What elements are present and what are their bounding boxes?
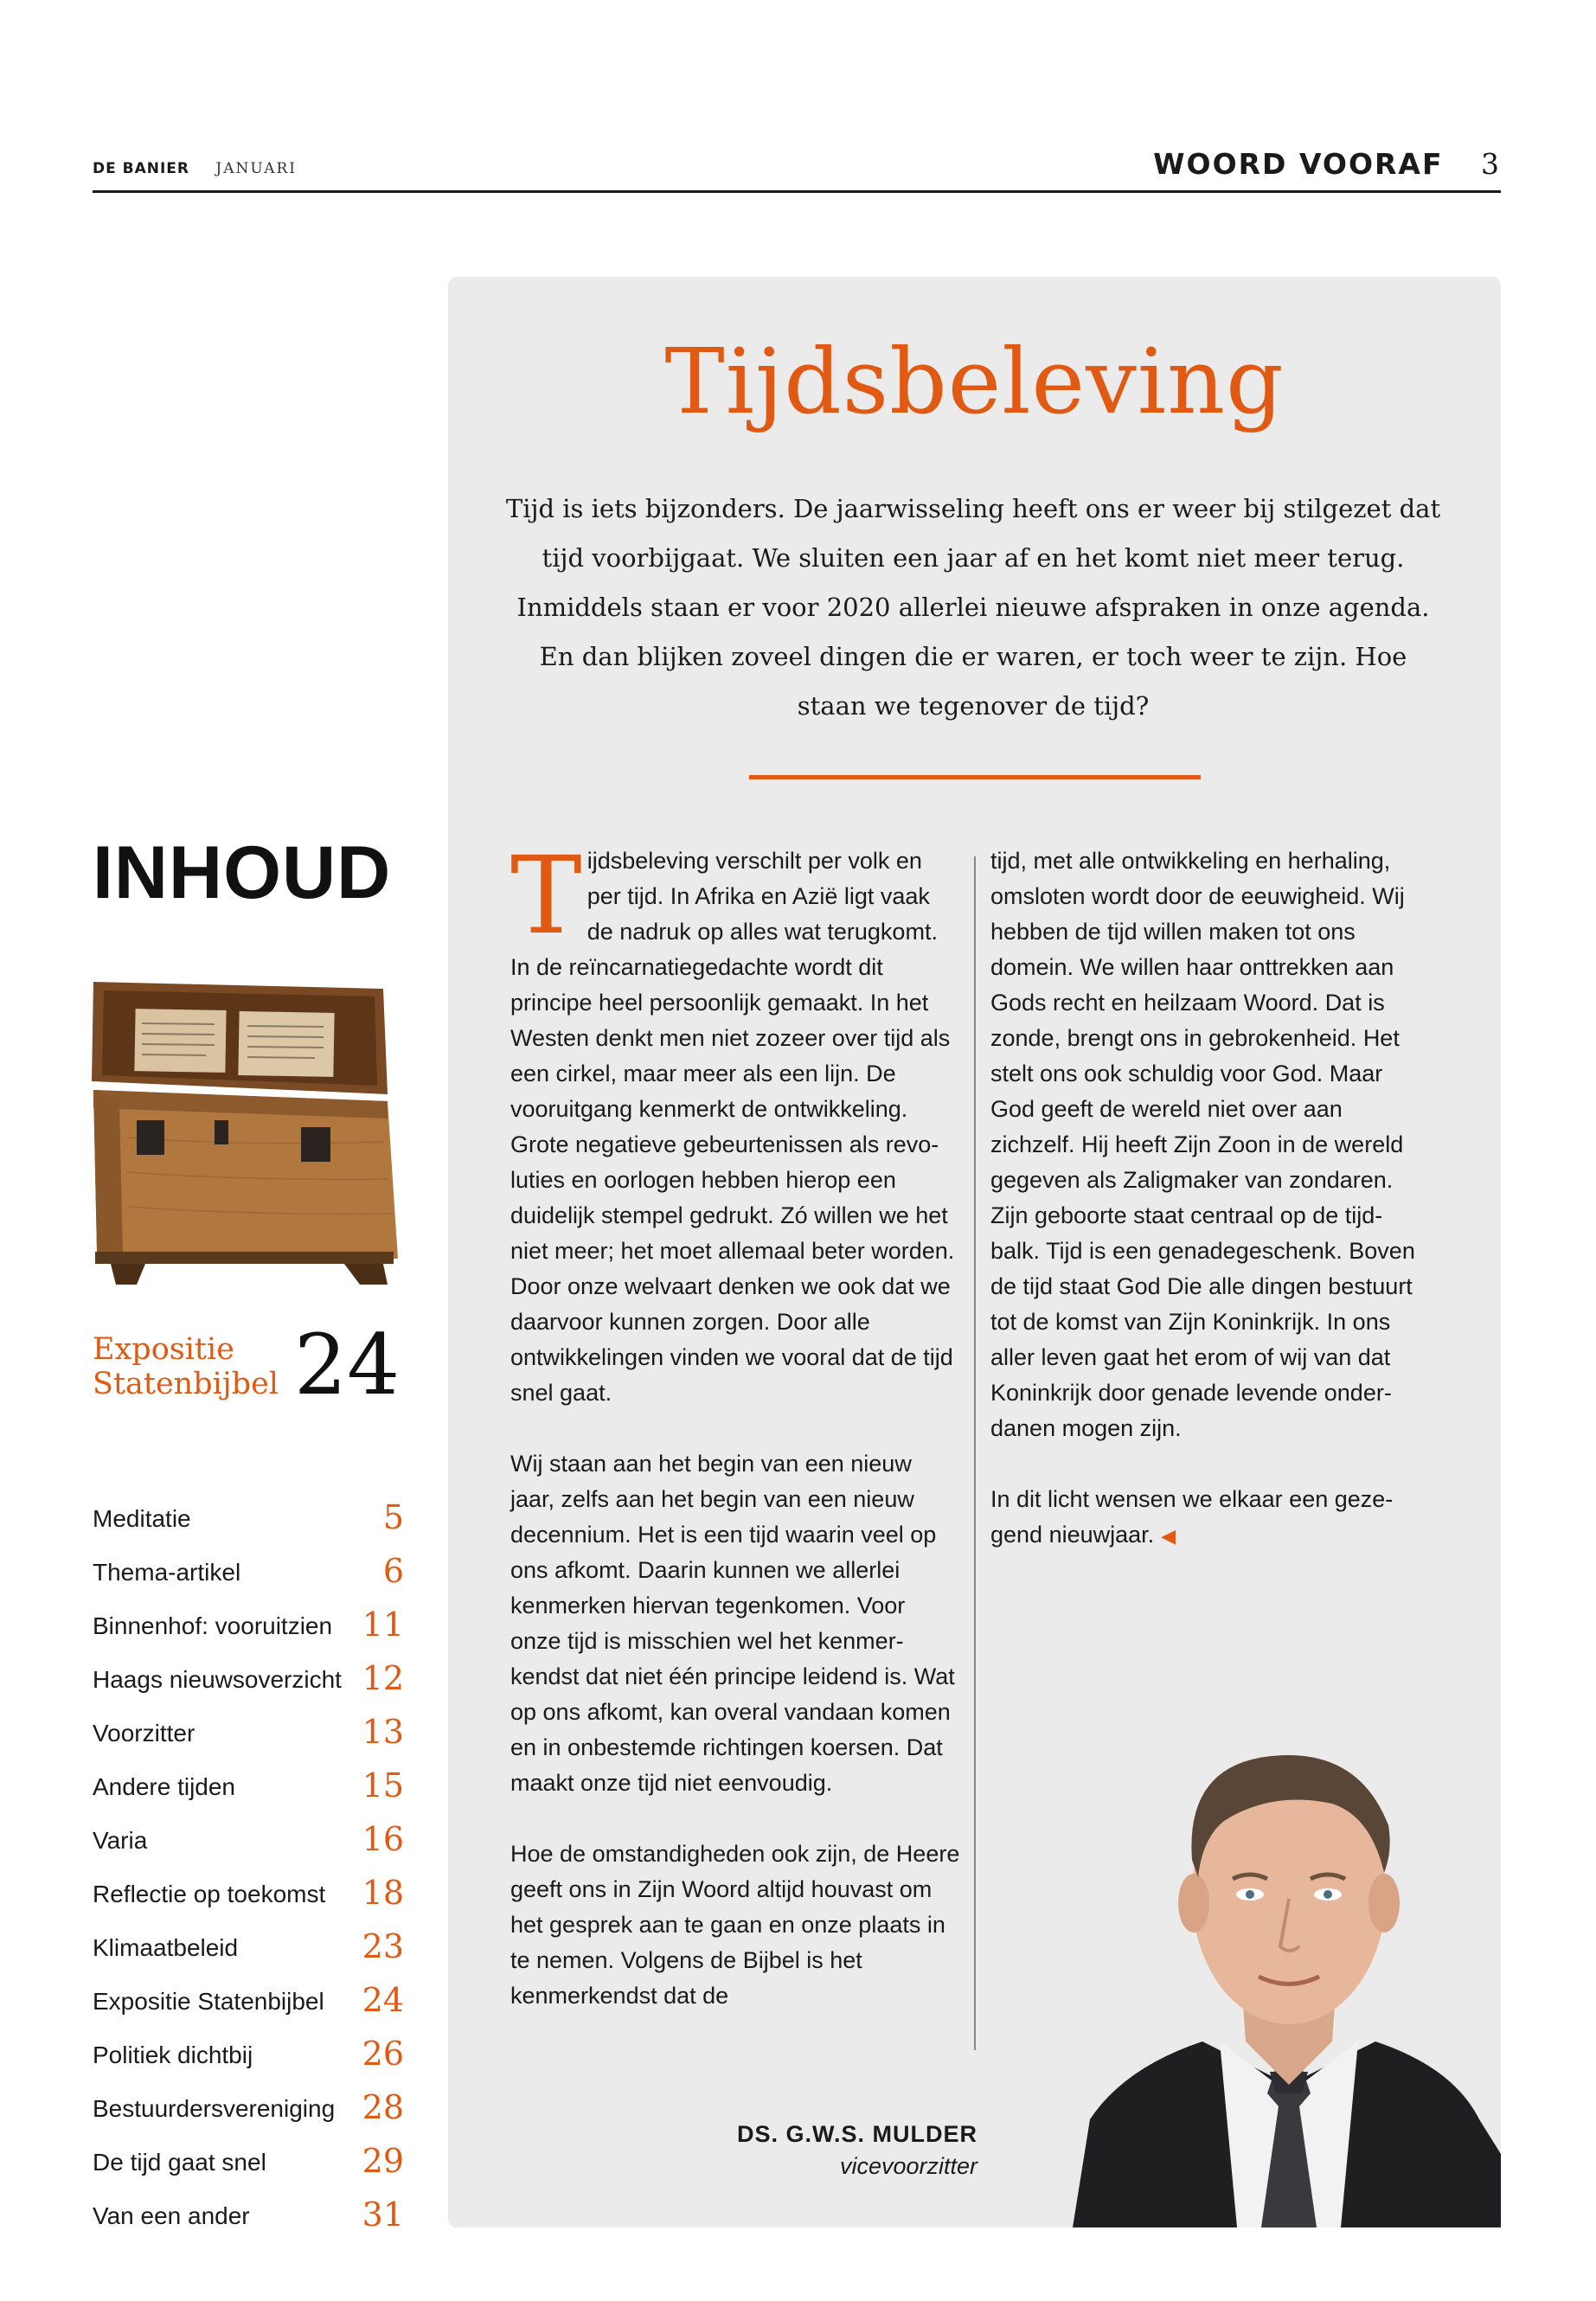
author-block: [666, 2121, 977, 2180]
toc-entry: [93, 1602, 404, 1656]
toc-entry: [93, 2085, 404, 2138]
author-role: vicevoorzitter: [839, 2153, 977, 2179]
toc-entry: [93, 1924, 404, 1977]
toc-entry-page: 12: [362, 1659, 404, 1697]
statenbijbel-chest-image: [85, 973, 405, 1293]
toc-entry-title: Haags nieuwsoverzicht: [93, 1666, 342, 1693]
toc-entry-title: Bestuurdersvereniging: [93, 2095, 336, 2122]
toc-entry: [93, 2031, 404, 2085]
toc-entry-title: Meditatie: [93, 1505, 191, 1532]
toc-entry-page: 16: [362, 1820, 404, 1858]
featured-article-label: [93, 1332, 279, 1401]
article-intro: Tijd is iets bijzonders. De jaarwisseling heeft ons er weer bij stilgezet dat tijd voorbijgaat. We sluiten een jaar af en het komt niet meer terug. Inmiddels staan er voor 2020 allerlei nieuwe afspraken in onze agenda. En dan blijken zoveel dingen die er waren, er toch weer te zijn. Hoe staan we tegenover de tijd?: [505, 494, 1441, 721]
toc-entry-page: 28: [362, 2088, 404, 2126]
magazine-name: DE BANIER: [93, 160, 190, 177]
toc-entry-title: Thema-artikel: [93, 1559, 241, 1586]
article-title: Tijdsbeleving: [664, 329, 1285, 434]
drop-cap: T: [510, 834, 582, 958]
contents-heading: INHOUD: [93, 831, 392, 914]
featured-label-line: Statenbijbel: [93, 1367, 279, 1401]
toc-entry-page: 5: [382, 1498, 404, 1536]
toc-entry-title: Voorzitter: [93, 1720, 195, 1747]
toc-entry: [93, 1709, 404, 1763]
intro-divider: [749, 775, 1201, 779]
toc-entry-title: De tijd gaat snel: [93, 2149, 266, 2176]
toc-entry-title: Klimaatbeleid: [93, 1934, 239, 1961]
running-header: [93, 160, 297, 177]
paragraph-text: ijdsbeleving verschilt per volk en per tijd. In Afrika en Azië ligt vaak de nadruk op alles wat terugkomt. In de reïncarnatiegedachte wordt dit principe heel persoonlijk gemaakt. In het Westen denkt men niet zozeer over tijd als een cirkel, maar meer als een lijn. De vooruitgang kenmerkt de ontwikkeling. Grote negatieve gebeurtenissen als revo-luties en oorlogen hebben hierop een duidelijk stempel gedrukt. Zó willen we het niet meer; het moet allemaal beter worden. Door onze welvaart denken we ook dat we daarvoor kunnen zorgen. Door alle ontwikkelingen vinden we vooral dat de tijd snel gaat.: [510, 848, 955, 1406]
paragraph: Wij staan aan het begin van een nieuw jaar, zelfs aan het begin van een nieuw decennium. Het is een tijd waarin veel op ons afkomt. Daarin kunnen we allerlei kenmerken hiervan tegenkomen. Voor onze tijd is misschien wel het kenmer-kendst dat niet één principe leidend is. Wat op ons afkomt, kan overal vandaan komen en in onbestemde richtingen koersen. Dat maakt onze tijd niet eenvoudig.: [510, 1451, 955, 1796]
toc-entry-title: Van een ander: [93, 2202, 250, 2229]
featured-page-number: 24: [294, 1317, 401, 1413]
paragraph: [510, 834, 960, 1411]
toc-entry: [93, 1870, 404, 1924]
toc-entry-title: Politiek dichtbij: [93, 2041, 253, 2068]
toc-entry-page: 23: [362, 1927, 404, 1965]
paragraph-text: In dit licht wensen we elkaar een geze-gend nieuwjaar.: [990, 1486, 1394, 1548]
article-column-1: [510, 834, 960, 2049]
page-number: 3: [1481, 147, 1501, 181]
toc-entry: [93, 1548, 404, 1602]
toc-entry-page: 24: [362, 1981, 404, 2019]
toc-entry-title: Andere tijden: [93, 1773, 236, 1800]
section-header: [1153, 147, 1501, 181]
paragraph: tijd, met alle ontwikkeling en herhaling, omsloten wordt door de eeuwigheid. Wij hebben de tijd willen maken tot ons domein. We willen haar onttrekken aan Gods recht en heilzaam Woord. Dat is zonde, brengt ons in gebrokenheid. Het stelt ons ook schuldig voor God. Maar God geeft de wereld niet over aan zichzelf. Hij heeft Zijn Zoon in de wereld gegeven als Zaligmaker van zondaren. Zijn geboorte staat centraal op de tijd-balk. Tijd is een genadegeschenk. Boven de tijd staat God Die alle dingen bestuurt tot de komst van Zijn Koninkrijk. In ons aller leven gaat het erom of wij van dat Koninkrijk door genade levende onder-danen mogen zijn.: [990, 848, 1415, 1441]
table-of-contents: [93, 1495, 404, 2246]
toc-entry: [93, 1817, 404, 1870]
toc-entry: [93, 1495, 404, 1548]
article-column-2: [990, 843, 1432, 1589]
toc-entry-page: 18: [362, 1874, 404, 1912]
author-portrait: [1073, 1635, 1501, 2227]
author-name: DS. G.W.S. MULDER: [736, 2121, 977, 2147]
toc-entry-title: Reflectie op toekomst: [93, 1881, 326, 1907]
toc-entry-page: 29: [362, 2142, 404, 2180]
toc-entry-page: 6: [382, 1552, 404, 1590]
paragraph: Hoe de omstandigheden ook zijn, de Heere geeft ons in Zijn Woord altijd houvast om het gesprek aan te gaan en onze plaats in te nemen. Volgens de Bijbel is het kenmerkendst dat de: [510, 1841, 960, 2009]
toc-entry-title: Binnenhof: vooruitzien: [93, 1612, 333, 1639]
end-mark-icon: ◀: [1161, 1525, 1176, 1547]
toc-entry: [93, 2138, 404, 2192]
toc-entry: [93, 1763, 404, 1817]
toc-entry: [93, 2192, 404, 2246]
toc-entry-page: 31: [362, 2195, 404, 2234]
header-rule: [93, 190, 1501, 193]
toc-entry-page: 15: [362, 1766, 404, 1804]
toc-entry-page: 26: [362, 2035, 404, 2073]
issue-month: JANUARI: [215, 160, 297, 177]
column-divider: [974, 856, 976, 2050]
section-title: WOORD VOORAF: [1153, 147, 1444, 181]
toc-entry: [93, 1656, 404, 1709]
toc-entry-page: 11: [362, 1606, 404, 1644]
toc-entry-title: Varia: [93, 1827, 148, 1854]
toc-entry: [93, 1977, 404, 2031]
toc-entry-title: Expositie Statenbijbel: [93, 1988, 324, 2015]
toc-entry-page: 13: [362, 1713, 404, 1751]
paragraph: [990, 1482, 1432, 1554]
featured-label-line: Expositie: [93, 1332, 234, 1367]
